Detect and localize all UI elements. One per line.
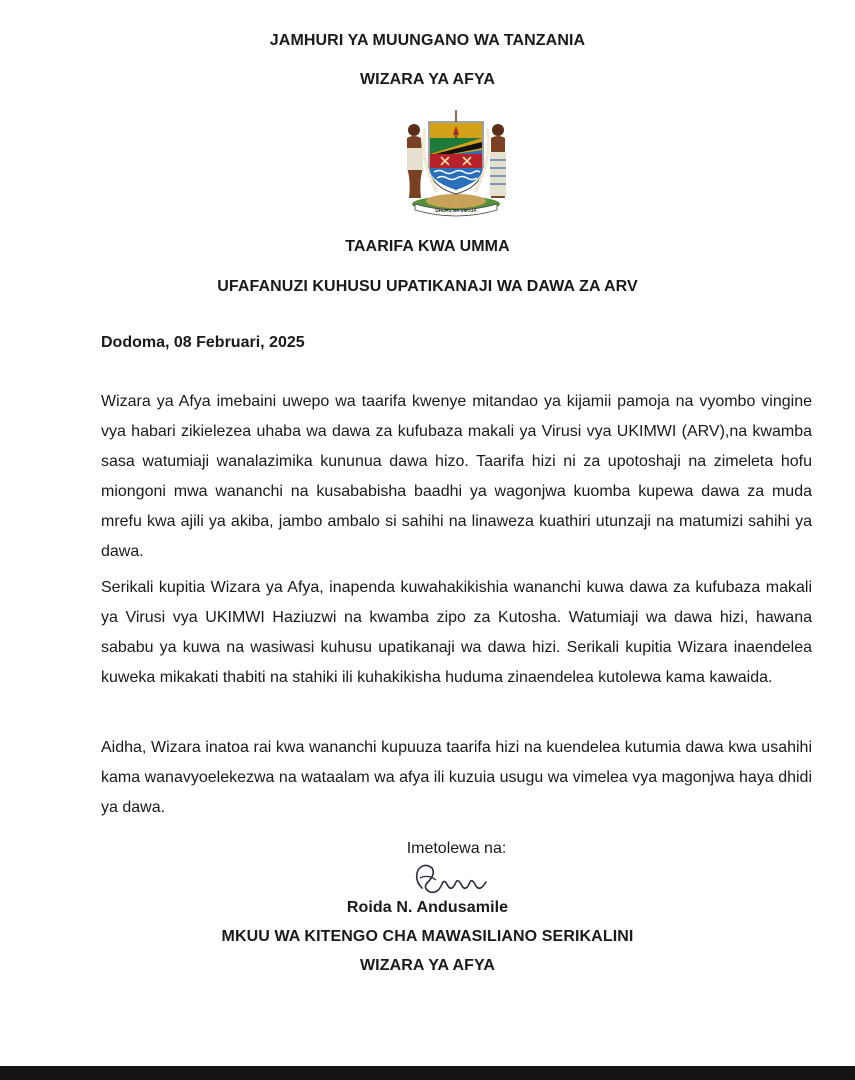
republic-heading: JAMHURI YA MUUNGANO WA TANZANIA: [269, 32, 586, 49]
body-paragraph-1: Wizara ya Afya imebaini uwepo wa taarifa kwenye mitandao ya kijamii pamoja na vyombo vingine vya habari zikielezea uhaba wa dawa za kufubaza makali ya Virusi vya UKIMWI (ARV),na kwamba sasa watumiaji wanalazimika kununua dawa hizo. Taarifa hizi ni za upotoshaji na zimeleta hofu miongoni mwa wananchi na kusababisha baadhi ya wagonjwa kuomba kupewa dawa za muda mrefu kwa ajili ya akiba, jambo ambalo si sahihi na linaweza kuathiri utunzaji na matumizi sahihi ya dawa.: [101, 393, 812, 560]
signatory-title: MKUU WA KITENGO CHA MAWASILIANO SERIKALINI: [221, 928, 634, 945]
signatory-name: Roida N. Andusamile: [346, 899, 509, 916]
notice-type-heading: TAARIFA KWA UMMA: [345, 238, 510, 255]
issued-by-label: Imetolewa na:: [406, 840, 507, 857]
handwritten-signature-icon: [408, 858, 498, 900]
dateline: Dodoma, 08 Februari, 2025: [101, 334, 305, 351]
left-supporter-figure: [407, 124, 423, 198]
ministry-heading: WIZARA YA AFYA: [359, 71, 496, 88]
signatory-ministry: WIZARA YA AFYA: [359, 957, 496, 974]
tanzania-coat-of-arms-icon: [397, 108, 515, 218]
body-paragraph-3: Aidha, Wizara inatoa rai kwa wananchi kupuuza taarifa hizi na kuendelea kutumia dawa kwa usahihi kama wanavyoelekezwa na wataalam wa afya ili kuzuia usugu wa vimelea vya magonjwa haya dhidi ya dawa.: [101, 739, 812, 816]
motto-text: UHURU NA UMOJA: [435, 208, 477, 213]
body-paragraph-2: Serikali kupitia Wizara ya Afya, inapenda kuwahakikishia wananchi kuwa dawa za kufubaza makali ya Virusi vya UKIMWI Haziuzwi na kwamba zipo za Kutosha. Watumiaji wa dawa hizi, hawana sababu ya kuwa na wasiwasi kuhusu upatikanaji wa dawa hizi. Serikali kupitia Wizara inaendelea kuweka mikakati thabiti na stahiki ili kuhakikisha huduma zinaendelea kutolewa kama kawaida.: [101, 579, 812, 686]
right-supporter-figure: [490, 124, 506, 198]
bottom-bar: [0, 1066, 855, 1080]
notice-subject-heading: UFAFANUZI KUHUSU UPATIKANAJI WA DAWA ZA ARV: [217, 278, 638, 295]
